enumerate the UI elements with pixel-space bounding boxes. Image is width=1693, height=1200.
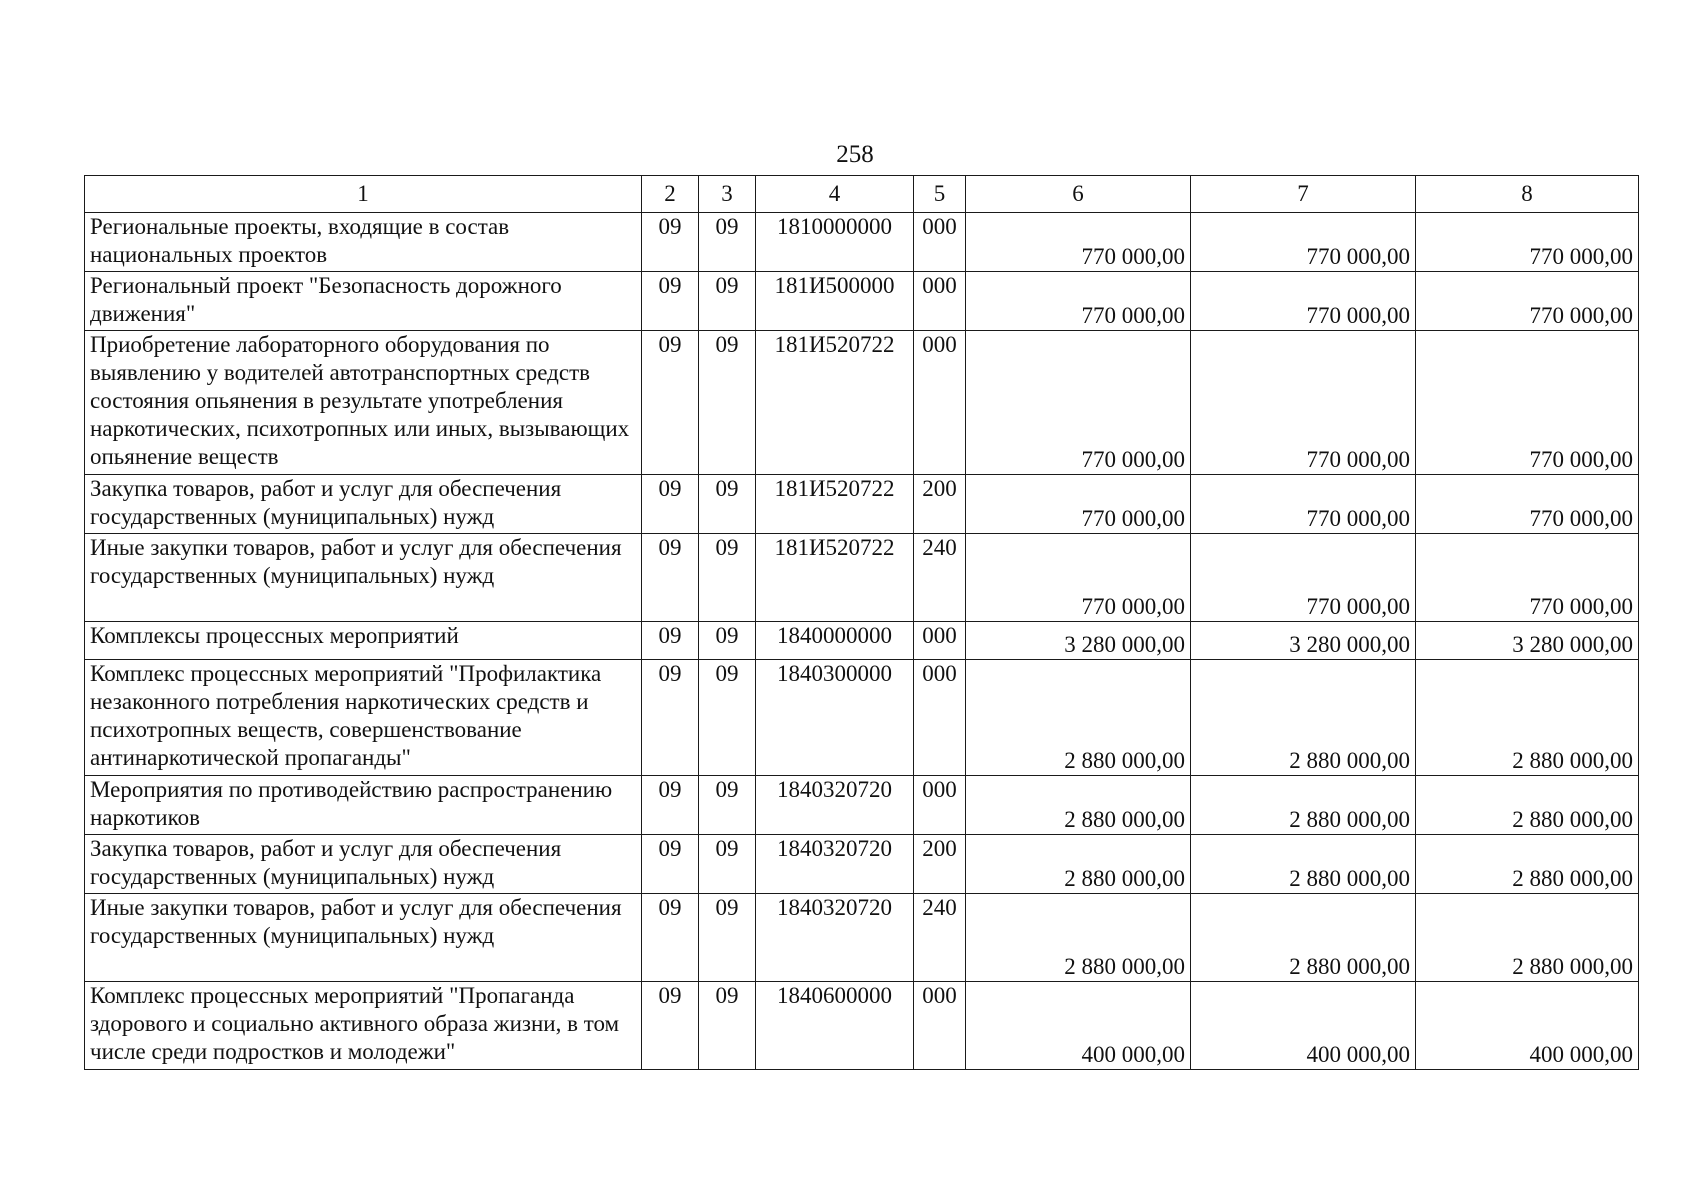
amount-col7: 2 880 000,00 [1191, 776, 1416, 835]
amount-col7: 2 880 000,00 [1191, 835, 1416, 894]
row-name: Региональный проект "Безопасность дорожного движения" [85, 272, 642, 331]
amount-col8: 2 880 000,00 [1416, 894, 1639, 982]
column-header: 8 [1416, 176, 1639, 213]
column-header: 2 [642, 176, 699, 213]
expense-type-code: 000 [914, 272, 966, 331]
section-code: 09 [642, 622, 699, 660]
amount-col6: 2 880 000,00 [966, 776, 1191, 835]
amount-col7: 770 000,00 [1191, 475, 1416, 534]
table-row [85, 534, 1639, 622]
target-article-code: 1840320720 [756, 894, 914, 982]
table-row [85, 622, 1639, 660]
row-name: Комплекс процессных мероприятий "Пропаганда здорового и социально активного образа жизни, в том числе среди подростков и молодежи" [85, 982, 642, 1070]
table-row [85, 213, 1639, 272]
subsection-code: 09 [699, 776, 756, 835]
column-header: 3 [699, 176, 756, 213]
table-row [85, 776, 1639, 835]
section-code: 09 [642, 331, 699, 475]
expense-type-code: 000 [914, 331, 966, 475]
subsection-code: 09 [699, 331, 756, 475]
expense-type-code: 240 [914, 894, 966, 982]
amount-col6: 2 880 000,00 [966, 894, 1191, 982]
section-code: 09 [642, 475, 699, 534]
column-header: 5 [914, 176, 966, 213]
table-row [85, 894, 1639, 982]
target-article-code: 1840000000 [756, 622, 914, 660]
amount-col8: 2 880 000,00 [1416, 776, 1639, 835]
target-article-code: 1810000000 [756, 213, 914, 272]
subsection-code: 09 [699, 272, 756, 331]
amount-col6: 2 880 000,00 [966, 660, 1191, 776]
target-article-code: 1840600000 [756, 982, 914, 1070]
amount-col8: 770 000,00 [1416, 475, 1639, 534]
section-code: 09 [642, 213, 699, 272]
target-article-code: 181И500000 [756, 272, 914, 331]
amount-col7: 2 880 000,00 [1191, 660, 1416, 776]
amount-col6: 2 880 000,00 [966, 835, 1191, 894]
row-name: Комплексы процессных мероприятий [85, 622, 642, 660]
amount-col8: 770 000,00 [1416, 272, 1639, 331]
amount-col7: 770 000,00 [1191, 534, 1416, 622]
expense-type-code: 000 [914, 213, 966, 272]
budget-table [84, 175, 1639, 1070]
subsection-code: 09 [699, 475, 756, 534]
table-row [85, 272, 1639, 331]
target-article-code: 1840320720 [756, 776, 914, 835]
amount-col6: 3 280 000,00 [966, 622, 1191, 660]
target-article-code: 1840300000 [756, 660, 914, 776]
row-name: Региональные проекты, входящие в состав национальных проектов [85, 213, 642, 272]
subsection-code: 09 [699, 660, 756, 776]
amount-col8: 400 000,00 [1416, 982, 1639, 1070]
column-header: 4 [756, 176, 914, 213]
amount-col8: 2 880 000,00 [1416, 660, 1639, 776]
expense-type-code: 000 [914, 776, 966, 835]
column-number-header-row [85, 176, 1639, 213]
subsection-code: 09 [699, 835, 756, 894]
amount-col6: 770 000,00 [966, 272, 1191, 331]
column-header: 6 [966, 176, 1191, 213]
table-row [85, 835, 1639, 894]
amount-col8: 770 000,00 [1416, 213, 1639, 272]
target-article-code: 1840320720 [756, 835, 914, 894]
target-article-code: 181И520722 [756, 534, 914, 622]
target-article-code: 181И520722 [756, 331, 914, 475]
expense-type-code: 200 [914, 835, 966, 894]
page-number: 258 [836, 141, 874, 168]
amount-col6: 400 000,00 [966, 982, 1191, 1070]
amount-col8: 2 880 000,00 [1416, 835, 1639, 894]
expense-type-code: 000 [914, 622, 966, 660]
expense-type-code: 000 [914, 982, 966, 1070]
amount-col8: 770 000,00 [1416, 331, 1639, 475]
row-name: Закупка товаров, работ и услуг для обеспечения государственных (муниципальных) нужд [85, 475, 642, 534]
amount-col7: 2 880 000,00 [1191, 894, 1416, 982]
subsection-code: 09 [699, 213, 756, 272]
section-code: 09 [642, 982, 699, 1070]
table-row [85, 331, 1639, 475]
row-name: Закупка товаров, работ и услуг для обеспечения государственных (муниципальных) нужд [85, 835, 642, 894]
amount-col6: 770 000,00 [966, 534, 1191, 622]
expense-type-code: 200 [914, 475, 966, 534]
amount-col7: 770 000,00 [1191, 272, 1416, 331]
row-name: Мероприятия по противодействию распространению наркотиков [85, 776, 642, 835]
subsection-code: 09 [699, 982, 756, 1070]
amount-col6: 770 000,00 [966, 213, 1191, 272]
subsection-code: 09 [699, 894, 756, 982]
amount-col6: 770 000,00 [966, 331, 1191, 475]
table-row [85, 982, 1639, 1070]
section-code: 09 [642, 660, 699, 776]
row-name: Иные закупки товаров, работ и услуг для обеспечения государственных (муниципальных) нужд [85, 534, 642, 622]
row-name: Комплекс процессных мероприятий "Профилактика незаконного потребления наркотических средств и психотропных веществ, совершенствование антинаркотической пропаганды" [85, 660, 642, 776]
section-code: 09 [642, 272, 699, 331]
amount-col8: 3 280 000,00 [1416, 622, 1639, 660]
column-header: 1 [85, 176, 642, 213]
row-name: Иные закупки товаров, работ и услуг для обеспечения государственных (муниципальных) нужд [85, 894, 642, 982]
amount-col7: 400 000,00 [1191, 982, 1416, 1070]
expense-type-code: 240 [914, 534, 966, 622]
table-row [85, 660, 1639, 776]
subsection-code: 09 [699, 534, 756, 622]
section-code: 09 [642, 534, 699, 622]
row-name: Приобретение лабораторного оборудования по выявлению у водителей автотранспортных средств состояния опьянения в результате употребления наркотических, психотропных или иных, вызывающих опьянение веществ [85, 331, 642, 475]
subsection-code: 09 [699, 622, 756, 660]
amount-col8: 770 000,00 [1416, 534, 1639, 622]
amount-col7: 770 000,00 [1191, 331, 1416, 475]
column-header: 7 [1191, 176, 1416, 213]
target-article-code: 181И520722 [756, 475, 914, 534]
table-row [85, 475, 1639, 534]
expense-type-code: 000 [914, 660, 966, 776]
amount-col7: 770 000,00 [1191, 213, 1416, 272]
section-code: 09 [642, 776, 699, 835]
section-code: 09 [642, 835, 699, 894]
section-code: 09 [642, 894, 699, 982]
amount-col6: 770 000,00 [966, 475, 1191, 534]
amount-col7: 3 280 000,00 [1191, 622, 1416, 660]
